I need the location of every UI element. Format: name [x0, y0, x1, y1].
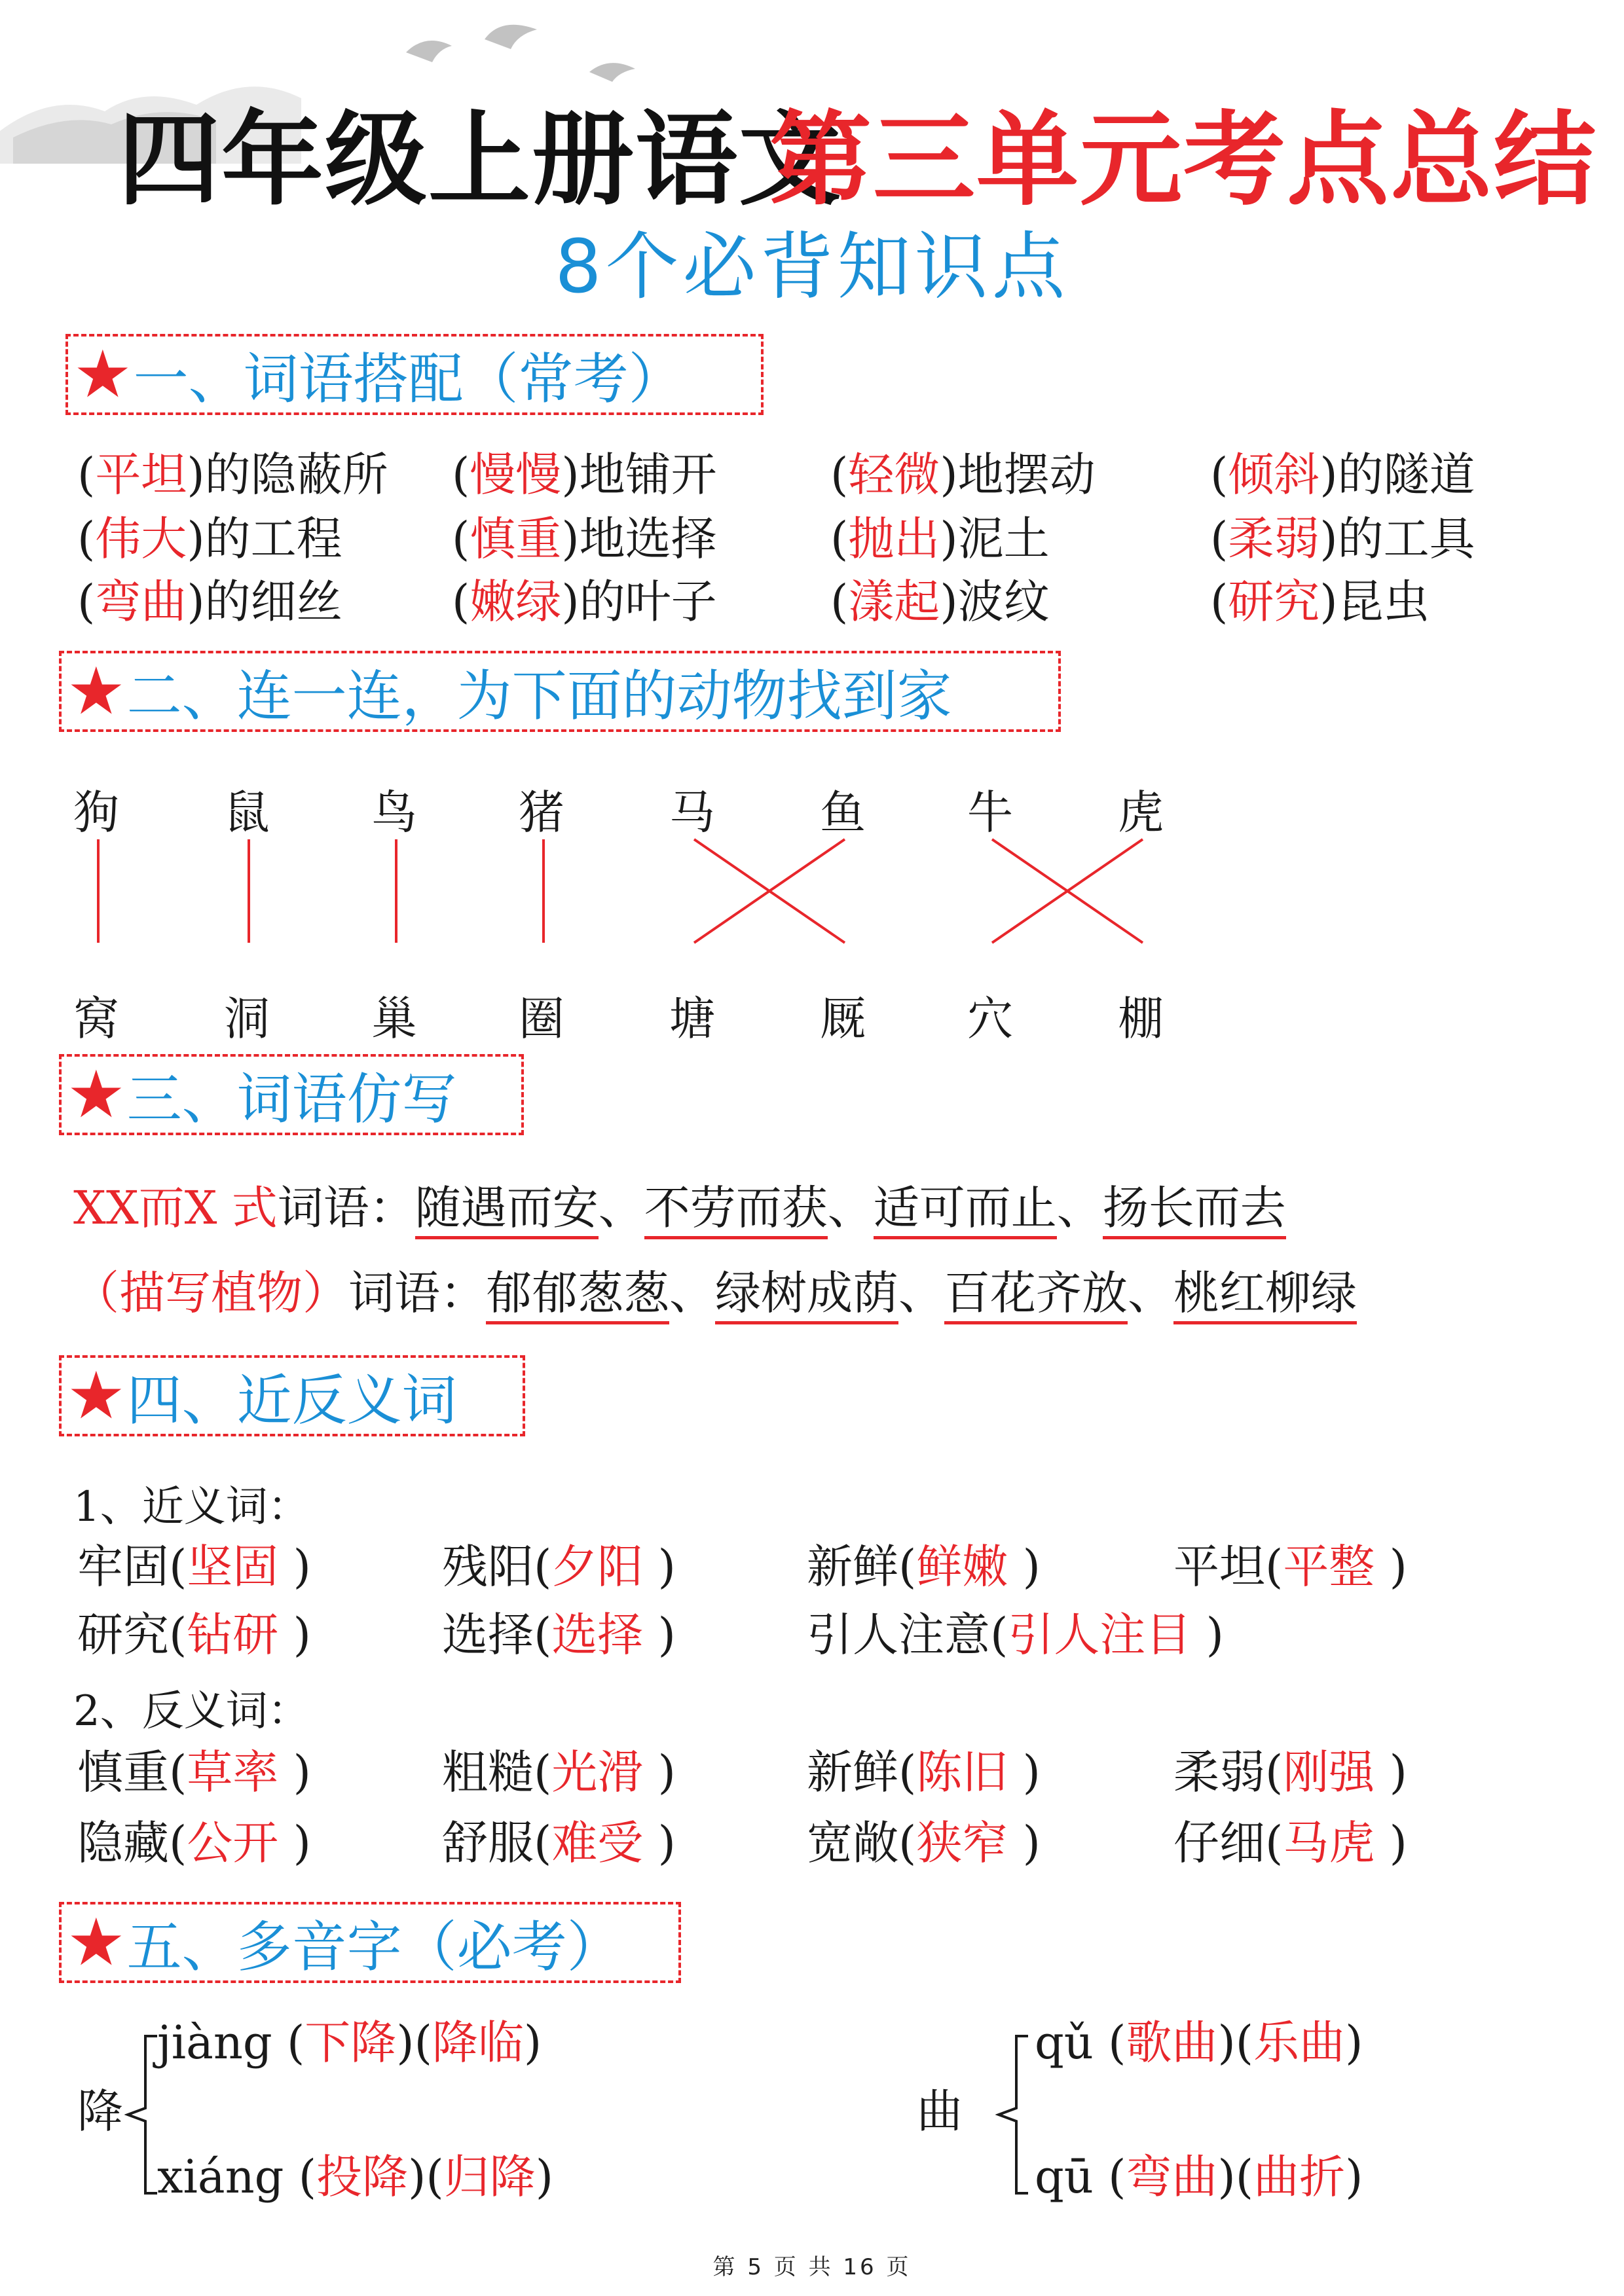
imitation-line-2 — [73, 1266, 1357, 1320]
bracket-close: ) — [1217, 2150, 1236, 2204]
bracket-close: ) — [1008, 1816, 1041, 1870]
bracket-close: ) — [940, 448, 958, 501]
bracket-open: ( — [534, 1745, 552, 1799]
home-label: 厩 — [820, 992, 866, 1046]
synonym-pair — [77, 1540, 311, 1594]
collocation-fill: 柔弱 — [1228, 512, 1320, 566]
synonym-pair — [442, 1540, 676, 1594]
bracket-close: ) — [1320, 448, 1338, 501]
bracket-open: ( — [1235, 2150, 1254, 2204]
word: 研究 — [77, 1608, 169, 1662]
home-label: 棚 — [1118, 992, 1164, 1046]
bracket-open: ( — [169, 1608, 187, 1662]
bracket-open: ( — [898, 1745, 917, 1799]
imitation-words-2 — [486, 1266, 1357, 1324]
bracket-close: ) — [396, 2016, 415, 2069]
imitation-line-1 — [73, 1181, 1286, 1235]
bracket-open: ( — [1210, 575, 1228, 629]
page-footer: 第 5 页 共 16 页 — [712, 2254, 912, 2280]
bracket-close: ) — [1345, 2150, 1363, 2204]
bracket-close: ) — [278, 1816, 311, 1870]
polyphone-reading — [157, 2016, 542, 2069]
answer: 光滑 — [551, 1745, 644, 1799]
word: 慎重 — [77, 1745, 169, 1799]
collocation-rest: 的叶子 — [579, 575, 717, 629]
polyphone-char: 降 — [77, 2085, 123, 2138]
bracket-open: ( — [1265, 1745, 1283, 1799]
bracket-close: ) — [643, 1816, 676, 1870]
separator: 、 — [669, 1266, 715, 1320]
collocation-fill: 平坦 — [95, 448, 187, 501]
imitation-word: 桃红柳绿 — [1173, 1266, 1357, 1324]
answer: 陈旧 — [916, 1745, 1008, 1799]
imitation-mid-2: 词语： — [348, 1266, 486, 1320]
word: 牢固 — [77, 1540, 169, 1594]
section-title: 一、词语搭配（常考） — [133, 346, 684, 411]
imitation-word: 随遇而安 — [415, 1181, 599, 1239]
polyphone-word: 歌曲 — [1126, 2016, 1218, 2069]
antonym-pair — [442, 1745, 676, 1799]
section-title: 五、多音字（必考） — [126, 1914, 622, 1979]
separator: 、 — [1128, 1266, 1173, 1320]
collocation-rest: 的隐蔽所 — [204, 448, 388, 501]
section-title: 三、词语仿写 — [126, 1066, 457, 1131]
bracket-close: ) — [187, 575, 205, 629]
bracket-open: ( — [286, 2016, 305, 2069]
polyphone-word: 弯曲 — [1126, 2150, 1218, 2204]
bracket-open: ( — [169, 1745, 187, 1799]
bracket-open: ( — [452, 512, 470, 566]
home-label: 圈 — [519, 992, 564, 1046]
antonym-pair — [1173, 1745, 1407, 1799]
home-label: 巢 — [371, 992, 417, 1046]
collocation-rest: 地摆动 — [957, 448, 1096, 501]
word: 残阳 — [442, 1540, 534, 1594]
section-title: 二、连一连，为下面的动物找到家 — [126, 663, 952, 728]
animal-label: 狗 — [73, 786, 119, 839]
bracket-open: ( — [1235, 2016, 1254, 2069]
imitation-label-2: （描写植物） — [73, 1266, 348, 1320]
bracket-open: ( — [1210, 512, 1228, 566]
bracket-close: ) — [940, 575, 958, 629]
polyphone-word: 降临 — [432, 2016, 524, 2069]
collocation-rest: 昆虫 — [1337, 575, 1430, 629]
bracket-close: ) — [561, 512, 580, 566]
bracket-close: ) — [1375, 1540, 1407, 1594]
bracket-open: ( — [426, 2150, 444, 2204]
page-title-red: 第三单元考点总结 — [769, 100, 1597, 219]
bracket-close: ) — [1320, 512, 1338, 566]
bracket-close: ) — [187, 512, 205, 566]
antonyms-heading: 2、反义词： — [73, 1687, 310, 1736]
collocation-fill: 漾起 — [848, 575, 940, 629]
home-label: 窝 — [73, 992, 119, 1046]
bracket-close: ) — [278, 1745, 311, 1799]
answer: 草率 — [187, 1745, 279, 1799]
polyphone-word: 下降 — [304, 2016, 397, 2069]
bracket-close: ) — [643, 1745, 676, 1799]
word: 柔弱 — [1173, 1745, 1265, 1799]
bracket-close: ) — [561, 575, 580, 629]
section-header-synonyms-antonyms — [59, 1355, 525, 1436]
star-icon: ★ — [67, 1904, 126, 1980]
bracket-open: ( — [77, 575, 96, 629]
animal-label: 鸟 — [371, 786, 417, 839]
bracket-open: ( — [898, 1540, 917, 1594]
word: 新鲜 — [807, 1745, 898, 1799]
bracket-open: ( — [990, 1608, 1008, 1662]
answer: 难受 — [551, 1816, 644, 1870]
imitation-word: 适可而止 — [874, 1181, 1057, 1239]
collocation-fill: 伟大 — [95, 512, 187, 566]
bracket-open: ( — [1265, 1540, 1283, 1594]
collocation-rest: 的细丝 — [204, 575, 342, 629]
collocation-fill: 嫩绿 — [470, 575, 562, 629]
polyphone-reading — [1035, 2016, 1363, 2069]
word: 舒服 — [442, 1816, 534, 1870]
antonym-pair — [1173, 1816, 1407, 1870]
bracket-close: ) — [1375, 1745, 1407, 1799]
separator: 、 — [1056, 1181, 1103, 1235]
collocation-fill: 慎重 — [470, 512, 562, 566]
word: 引人注意 — [807, 1608, 990, 1662]
bracket-close: ) — [643, 1608, 676, 1662]
bracket-open: ( — [414, 2016, 432, 2069]
bracket-open: ( — [77, 448, 96, 501]
page-title-black: 四年级上册语文 — [118, 100, 842, 219]
bracket-open: ( — [534, 1608, 552, 1662]
bracket-open: ( — [1108, 2016, 1126, 2069]
answer: 狭窄 — [916, 1816, 1008, 1870]
section-header-imitation — [59, 1054, 524, 1135]
synonym-pair — [442, 1608, 676, 1662]
antonym-pair — [77, 1745, 311, 1799]
bracket-close: ) — [1345, 2016, 1363, 2069]
bracket-open: ( — [534, 1540, 552, 1594]
animal-label: 牛 — [967, 786, 1013, 839]
bracket-close: ) — [643, 1540, 676, 1594]
bracket-close: ) — [561, 448, 580, 501]
imitation-word: 扬长而去 — [1103, 1181, 1286, 1239]
answer: 平整 — [1283, 1540, 1375, 1594]
separator: 、 — [827, 1181, 874, 1235]
star-icon: ★ — [73, 336, 132, 412]
bracket-open: ( — [830, 575, 849, 629]
collocation-rest: 的隧道 — [1337, 448, 1475, 501]
imitation-word: 郁郁葱葱 — [486, 1266, 669, 1324]
answer: 引人注目 — [1008, 1608, 1192, 1662]
page-subtitle: 8个必背知识点 — [555, 225, 1069, 310]
answer: 坚固 — [187, 1540, 279, 1594]
polyphone-word: 投降 — [316, 2150, 409, 2204]
home-label: 洞 — [224, 992, 270, 1046]
animal-label: 猪 — [519, 786, 564, 839]
bracket-open: ( — [77, 512, 96, 566]
answer: 夕阳 — [551, 1540, 644, 1594]
answer: 公开 — [187, 1816, 279, 1870]
polyphone-reading — [157, 2150, 553, 2204]
collocation-rest: 地铺开 — [579, 448, 717, 501]
bracket-close: ) — [187, 448, 205, 501]
synonym-pair — [77, 1608, 311, 1662]
pinyin: jiàng — [157, 2016, 287, 2069]
collocation-fill: 轻微 — [848, 448, 940, 501]
section-header-polyphones — [59, 1902, 681, 1983]
answer: 选择 — [551, 1608, 644, 1662]
bracket-close: ) — [408, 2150, 426, 2204]
antonym-pair — [807, 1816, 1041, 1870]
bracket-open: ( — [898, 1816, 917, 1870]
collocation-fill: 慢慢 — [470, 448, 562, 501]
collocation-rest: 的工程 — [204, 512, 342, 566]
antonym-pair — [77, 1816, 311, 1870]
word: 粗糙 — [442, 1745, 534, 1799]
bracket-open: ( — [452, 448, 470, 501]
star-icon: ★ — [67, 653, 126, 729]
imitation-word: 绿树成荫 — [715, 1266, 898, 1324]
imitation-mid-1: 词语： — [277, 1181, 415, 1235]
bracket-close: ) — [1191, 1608, 1224, 1662]
imitation-word: 不劳而获 — [644, 1181, 828, 1239]
collocation-fill: 研究 — [1228, 575, 1320, 629]
answer: 刚强 — [1283, 1745, 1375, 1799]
collocation-fill: 抛出 — [848, 512, 940, 566]
section-title: 四、近反义词 — [126, 1368, 457, 1432]
bracket-open: ( — [452, 575, 470, 629]
collocation-fill: 倾斜 — [1228, 448, 1320, 501]
polyphone-reading — [1035, 2150, 1363, 2204]
word: 隐藏 — [77, 1816, 169, 1870]
antonym-pair — [442, 1816, 676, 1870]
word: 平坦 — [1173, 1540, 1265, 1594]
animal-label: 马 — [669, 786, 715, 839]
bracket-open: ( — [830, 512, 849, 566]
separator: 、 — [898, 1266, 944, 1320]
home-label: 穴 — [967, 992, 1013, 1046]
bracket-close: ) — [1375, 1816, 1407, 1870]
pinyin: qū — [1035, 2150, 1109, 2204]
synonym-pair — [807, 1608, 1224, 1662]
antonym-pair — [807, 1745, 1041, 1799]
star-icon: ★ — [67, 1056, 126, 1133]
synonym-pair — [807, 1540, 1041, 1594]
home-label: 塘 — [669, 992, 715, 1046]
bracket-open: ( — [169, 1816, 187, 1870]
bracket-close: ) — [278, 1608, 311, 1662]
collocation-rest: 波纹 — [957, 575, 1050, 629]
answer: 鲜嫩 — [916, 1540, 1008, 1594]
collocation-rest: 地选择 — [579, 512, 717, 566]
bracket-close: ) — [1008, 1540, 1041, 1594]
star-icon: ★ — [67, 1357, 126, 1434]
polyphone-word: 曲折 — [1253, 2150, 1346, 2204]
bracket-open: ( — [1265, 1816, 1283, 1870]
bracket-close: ) — [1217, 2016, 1236, 2069]
bracket-open: ( — [1108, 2150, 1126, 2204]
collocation-rest: 的工具 — [1337, 512, 1475, 566]
imitation-word: 百花齐放 — [944, 1266, 1128, 1324]
pinyin: xiáng — [157, 2150, 299, 2204]
polyphone-word: 乐曲 — [1253, 2016, 1346, 2069]
word: 选择 — [442, 1608, 534, 1662]
bracket-open: ( — [1210, 448, 1228, 501]
animal-label: 鼠 — [224, 786, 270, 839]
separator: 、 — [598, 1181, 644, 1235]
imitation-label-1: XX而X 式 — [73, 1181, 278, 1235]
word: 新鲜 — [807, 1540, 898, 1594]
bracket-open: ( — [534, 1816, 552, 1870]
answer: 钻研 — [187, 1608, 279, 1662]
word: 仔细 — [1173, 1816, 1265, 1870]
bracket-open: ( — [830, 448, 849, 501]
pinyin: qǔ — [1035, 2016, 1109, 2069]
bracket-close: ) — [535, 2150, 553, 2204]
bracket-close: ) — [278, 1540, 311, 1594]
synonyms-heading: 1、近义词： — [73, 1483, 310, 1531]
collocation-rest: 泥土 — [957, 512, 1050, 566]
imitation-words-1 — [415, 1181, 1286, 1239]
bracket-close: ) — [940, 512, 958, 566]
polyphone-word: 归降 — [443, 2150, 536, 2204]
answer: 马虎 — [1283, 1816, 1375, 1870]
synonym-pair — [1173, 1540, 1407, 1594]
bracket-close: ) — [523, 2016, 542, 2069]
bracket-close: ) — [1320, 575, 1338, 629]
bracket-open: ( — [169, 1540, 187, 1594]
bracket-close: ) — [1008, 1745, 1041, 1799]
polyphone-char: 曲 — [917, 2085, 963, 2138]
bracket-open: ( — [298, 2150, 317, 2204]
word: 宽敞 — [807, 1816, 898, 1870]
brace-icon — [995, 2030, 1035, 2200]
collocation-fill: 弯曲 — [95, 575, 187, 629]
animal-label: 鱼 — [820, 786, 866, 839]
animal-label: 虎 — [1118, 786, 1164, 839]
